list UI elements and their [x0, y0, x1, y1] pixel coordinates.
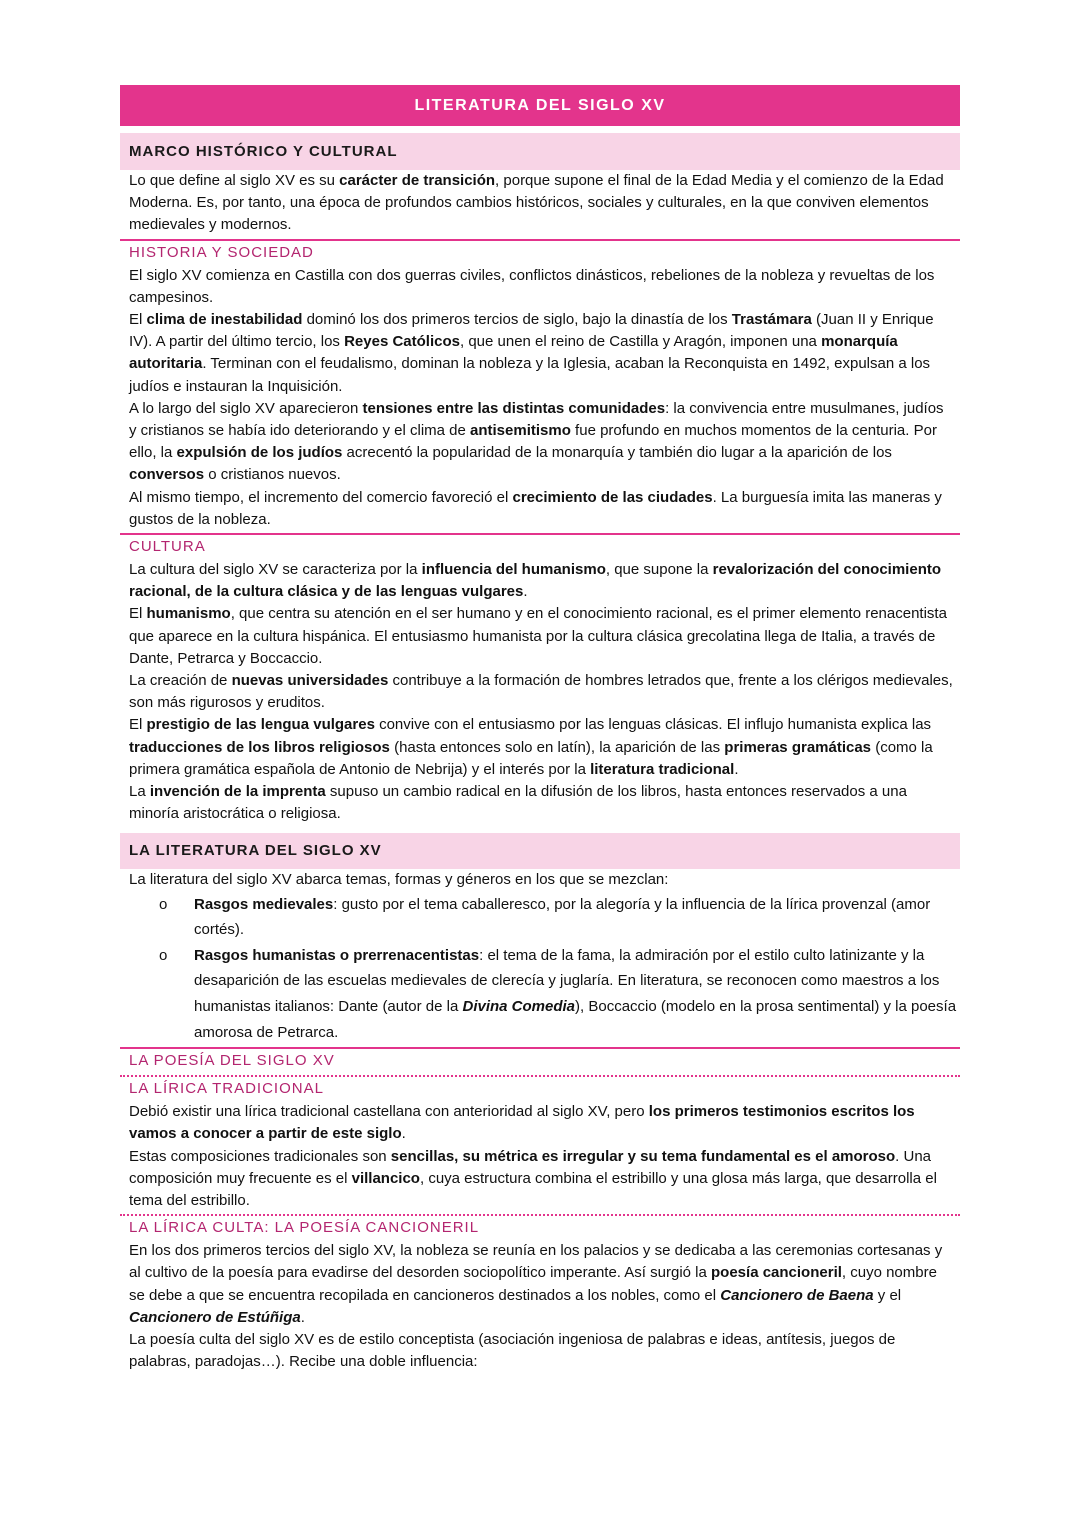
- bold-text: tensiones entre las distintas comunidades: [362, 399, 666, 417]
- bold-text: Rasgos humanistas o prerrenacentistas: [194, 946, 480, 964]
- bullet-text: Rasgos humanistas o prerrenacentistas: el tema de la fama, la admiración por el estilo culto latinizante y la desaparición de las escuelas medievales de clerecía y juglaría. En literatura, se reconocen como maestros a los humanistas italianos: Dante (autor de la Divina Comedia), Boccaccio (modelo en la prosa sentimental) y la poesía amorosa de Petrarca.: [194, 946, 957, 1041]
- bold-text: traducciones de los libros religiosos: [129, 738, 390, 756]
- cultura-paragraph: La invención de la imprenta supuso un cambio radical en la difusión de los libros, hasta entonces reservados a una minoría aristocrática o religiosa.: [129, 783, 907, 823]
- tradicional-paragraph: Debió existir una lírica tradicional castellana con anterioridad al siglo XV, pero los primeros testimonios escritos los vamos a conocer a partir de este siglo.: [129, 1103, 915, 1143]
- bold-text: humanismo: [146, 605, 231, 623]
- bold-text: clima de inestabilidad: [146, 311, 303, 329]
- bullet-marker: o: [159, 895, 168, 913]
- historia-paragraph: El clima de inestabilidad dominó los dos primeros tercios de siglo, bajo la dinastía de los Trastámara (Juan II y Enrique IV). A partir del último tercio, los Reyes Católicos, que unen el reino de Castilla y Aragón, imponen una monarquía autoritaria. Terminan con el feudalismo, dominan la nobleza y la Iglesia, acaban la Reconquista en 1492, expulsan a los judíos e instauran la Inquisición.: [129, 311, 934, 395]
- list-item: [129, 892, 960, 943]
- subheading-historia: HISTORIA Y SOCIEDAD: [120, 239, 960, 265]
- bold-text: villancico: [351, 1169, 420, 1187]
- historia-paragraph: El siglo XV comienza en Castilla con dos guerras civiles, conflictos dinásticos, rebeliones de la nobleza y revueltas de los campesinos.: [129, 266, 935, 306]
- section-heading-literatura: LA LITERATURA DEL SIGLO XV: [120, 833, 960, 869]
- tradicional-paragraph: Estas composiciones tradicionales son sencillas, su métrica es irregular y su tema fundamental es el amoroso. Una composición muy frecuente es el villancico, cuya estructura combina el estribillo y una glosa más larga, que desarrolla el tema del estribillo.: [129, 1147, 937, 1210]
- bold-text: los primeros testimonios escritos los vamos a conocer a partir de este siglo: [129, 1103, 915, 1143]
- page-content: [120, 85, 960, 1373]
- marco-intro-paragraph: Lo que define al siglo XV es su carácter de transición, porque supone el final de la Edad Media y el comienzo de la Edad Moderna. Es, por tanto, una época de profundos cambios históricos, sociales y culturales, en la que conviven elementos medievales y modernos.: [129, 172, 944, 234]
- section-heading-marco: MARCO HISTÓRICO Y CULTURAL: [120, 133, 960, 170]
- culta-paragraph: En los dos primeros tercios del siglo XV, la nobleza se reunía en los palacios y se dedicaba a las ceremonias cortesanas y al cultivo de la poesía para evadirse del desorden sociopolítico imperante. Así surgió la poesía cancioneril, cuyo nombre se debe a que se encuentra recopilada en cancioneros destinados a los nobles, como el Cancionero de Baena y el Cancionero de Estúñiga.: [129, 1242, 943, 1326]
- culta-paragraph: La poesía culta del siglo XV es de estilo conceptista (asociación ingeniosa de palabras e ideas, antítesis, juegos de palabras, paradojas…). Recibe una doble influencia:: [129, 1331, 896, 1371]
- bold-text: nuevas universidades: [231, 672, 389, 690]
- bold-text: literatura tradicional: [590, 760, 735, 778]
- historia-paragraph: A lo largo del siglo XV aparecieron tensiones entre las distintas comunidades: la convivencia entre musulmanes, judíos y cristianos se había ido deteriorando y el clima de antisemitismo fue profundo en muchos momentos de la centuria. Por ello, la expulsión de los judíos acrecentó la popularidad de la monarquía y también dio lugar a la aparición de los conversos o cristianos nuevos.: [129, 399, 944, 484]
- subheading-lirica-culta: LA LÍRICA CULTA: LA POESÍA CANCIONERIL: [120, 1214, 960, 1240]
- bold-text: Rasgos medievales: [194, 895, 334, 913]
- subheading-lirica-tradicional: LA LÍRICA TRADICIONAL: [120, 1075, 960, 1101]
- literatura-bullet-list: [120, 892, 960, 1046]
- emphasis-text: Cancionero de Estúñiga: [129, 1308, 301, 1326]
- document-title: LITERATURA DEL SIGLO XV: [120, 85, 960, 126]
- bold-text: antisemitismo: [470, 422, 571, 440]
- bullet-text: Rasgos medievales: gusto por el tema caballeresco, por la alegoría y la influencia de la lírica provenzal (amor cortés).: [194, 895, 931, 939]
- bold-text: invención de la imprenta: [149, 783, 326, 801]
- bold-text: Trastámara: [731, 311, 812, 329]
- emphasis-text: Divina Comedia: [462, 998, 576, 1016]
- bold-text: monarquía autoritaria: [129, 333, 898, 373]
- bold-text: revalorización del conocimiento racional, de la cultura clásica y de las lenguas vulgares: [129, 561, 942, 601]
- bold-text: conversos: [129, 466, 205, 484]
- cultura-paragraph: La cultura del siglo XV se caracteriza por la influencia del humanismo, que supone la revalorización del conocimiento racional, de la cultura clásica y de las lenguas vulgares.: [129, 561, 942, 601]
- cultura-paragraph: El humanismo, que centra su atención en el ser humano y en el conocimiento racional, es el primer elemento renacentista que aparece en la cultura hispánica. El entusiasmo humanista por la cultura clásica grecolatina llega de Italia, a través de Dante, Petrarca y Boccaccio.: [129, 605, 947, 667]
- bold-text: poesía cancioneril: [711, 1264, 842, 1282]
- bold-text: primeras gramáticas: [724, 738, 872, 756]
- bold-text: influencia del humanismo: [421, 561, 606, 579]
- list-item: [129, 943, 960, 1045]
- historia-paragraph: Al mismo tiempo, el incremento del comercio favoreció el crecimiento de las ciudades. La burguesía imita las maneras y gustos de la nobleza.: [129, 488, 942, 528]
- bold-text: Reyes Católicos: [344, 333, 460, 351]
- bold-text: sencillas, su métrica es irregular y su tema fundamental es el amoroso: [390, 1147, 896, 1165]
- bold-text: expulsión de los judíos: [176, 444, 343, 462]
- bullet-marker: o: [159, 946, 168, 964]
- cultura-paragraph: El prestigio de las lengua vulgares convive con el entusiasmo por las lenguas clásicas. El influjo humanista explica las traducciones de los libros religiosos (hasta entonces solo en latín), la aparición de las primeras gramáticas (como la primera gramática española de Antonio de Nebrija) y el interés por la literatura tradicional.: [129, 716, 933, 778]
- bold-text: crecimiento de las ciudades: [512, 488, 713, 506]
- bold-text: prestigio de las lengua vulgares: [146, 716, 375, 734]
- bold-text: carácter de transición: [339, 172, 496, 189]
- emphasis-text: Cancionero de Baena: [720, 1286, 874, 1304]
- cultura-paragraph: La creación de nuevas universidades contribuye a la formación de hombres letrados que, frente a los clérigos medievales, son más rigurosos y eruditos.: [129, 672, 953, 712]
- subheading-poesia: LA POESÍA DEL SIGLO XV: [120, 1047, 960, 1073]
- literatura-intro-paragraph: La literatura del siglo XV abarca temas, formas y géneros en los que se mezclan:: [129, 871, 669, 889]
- subheading-cultura: CULTURA: [120, 533, 960, 559]
